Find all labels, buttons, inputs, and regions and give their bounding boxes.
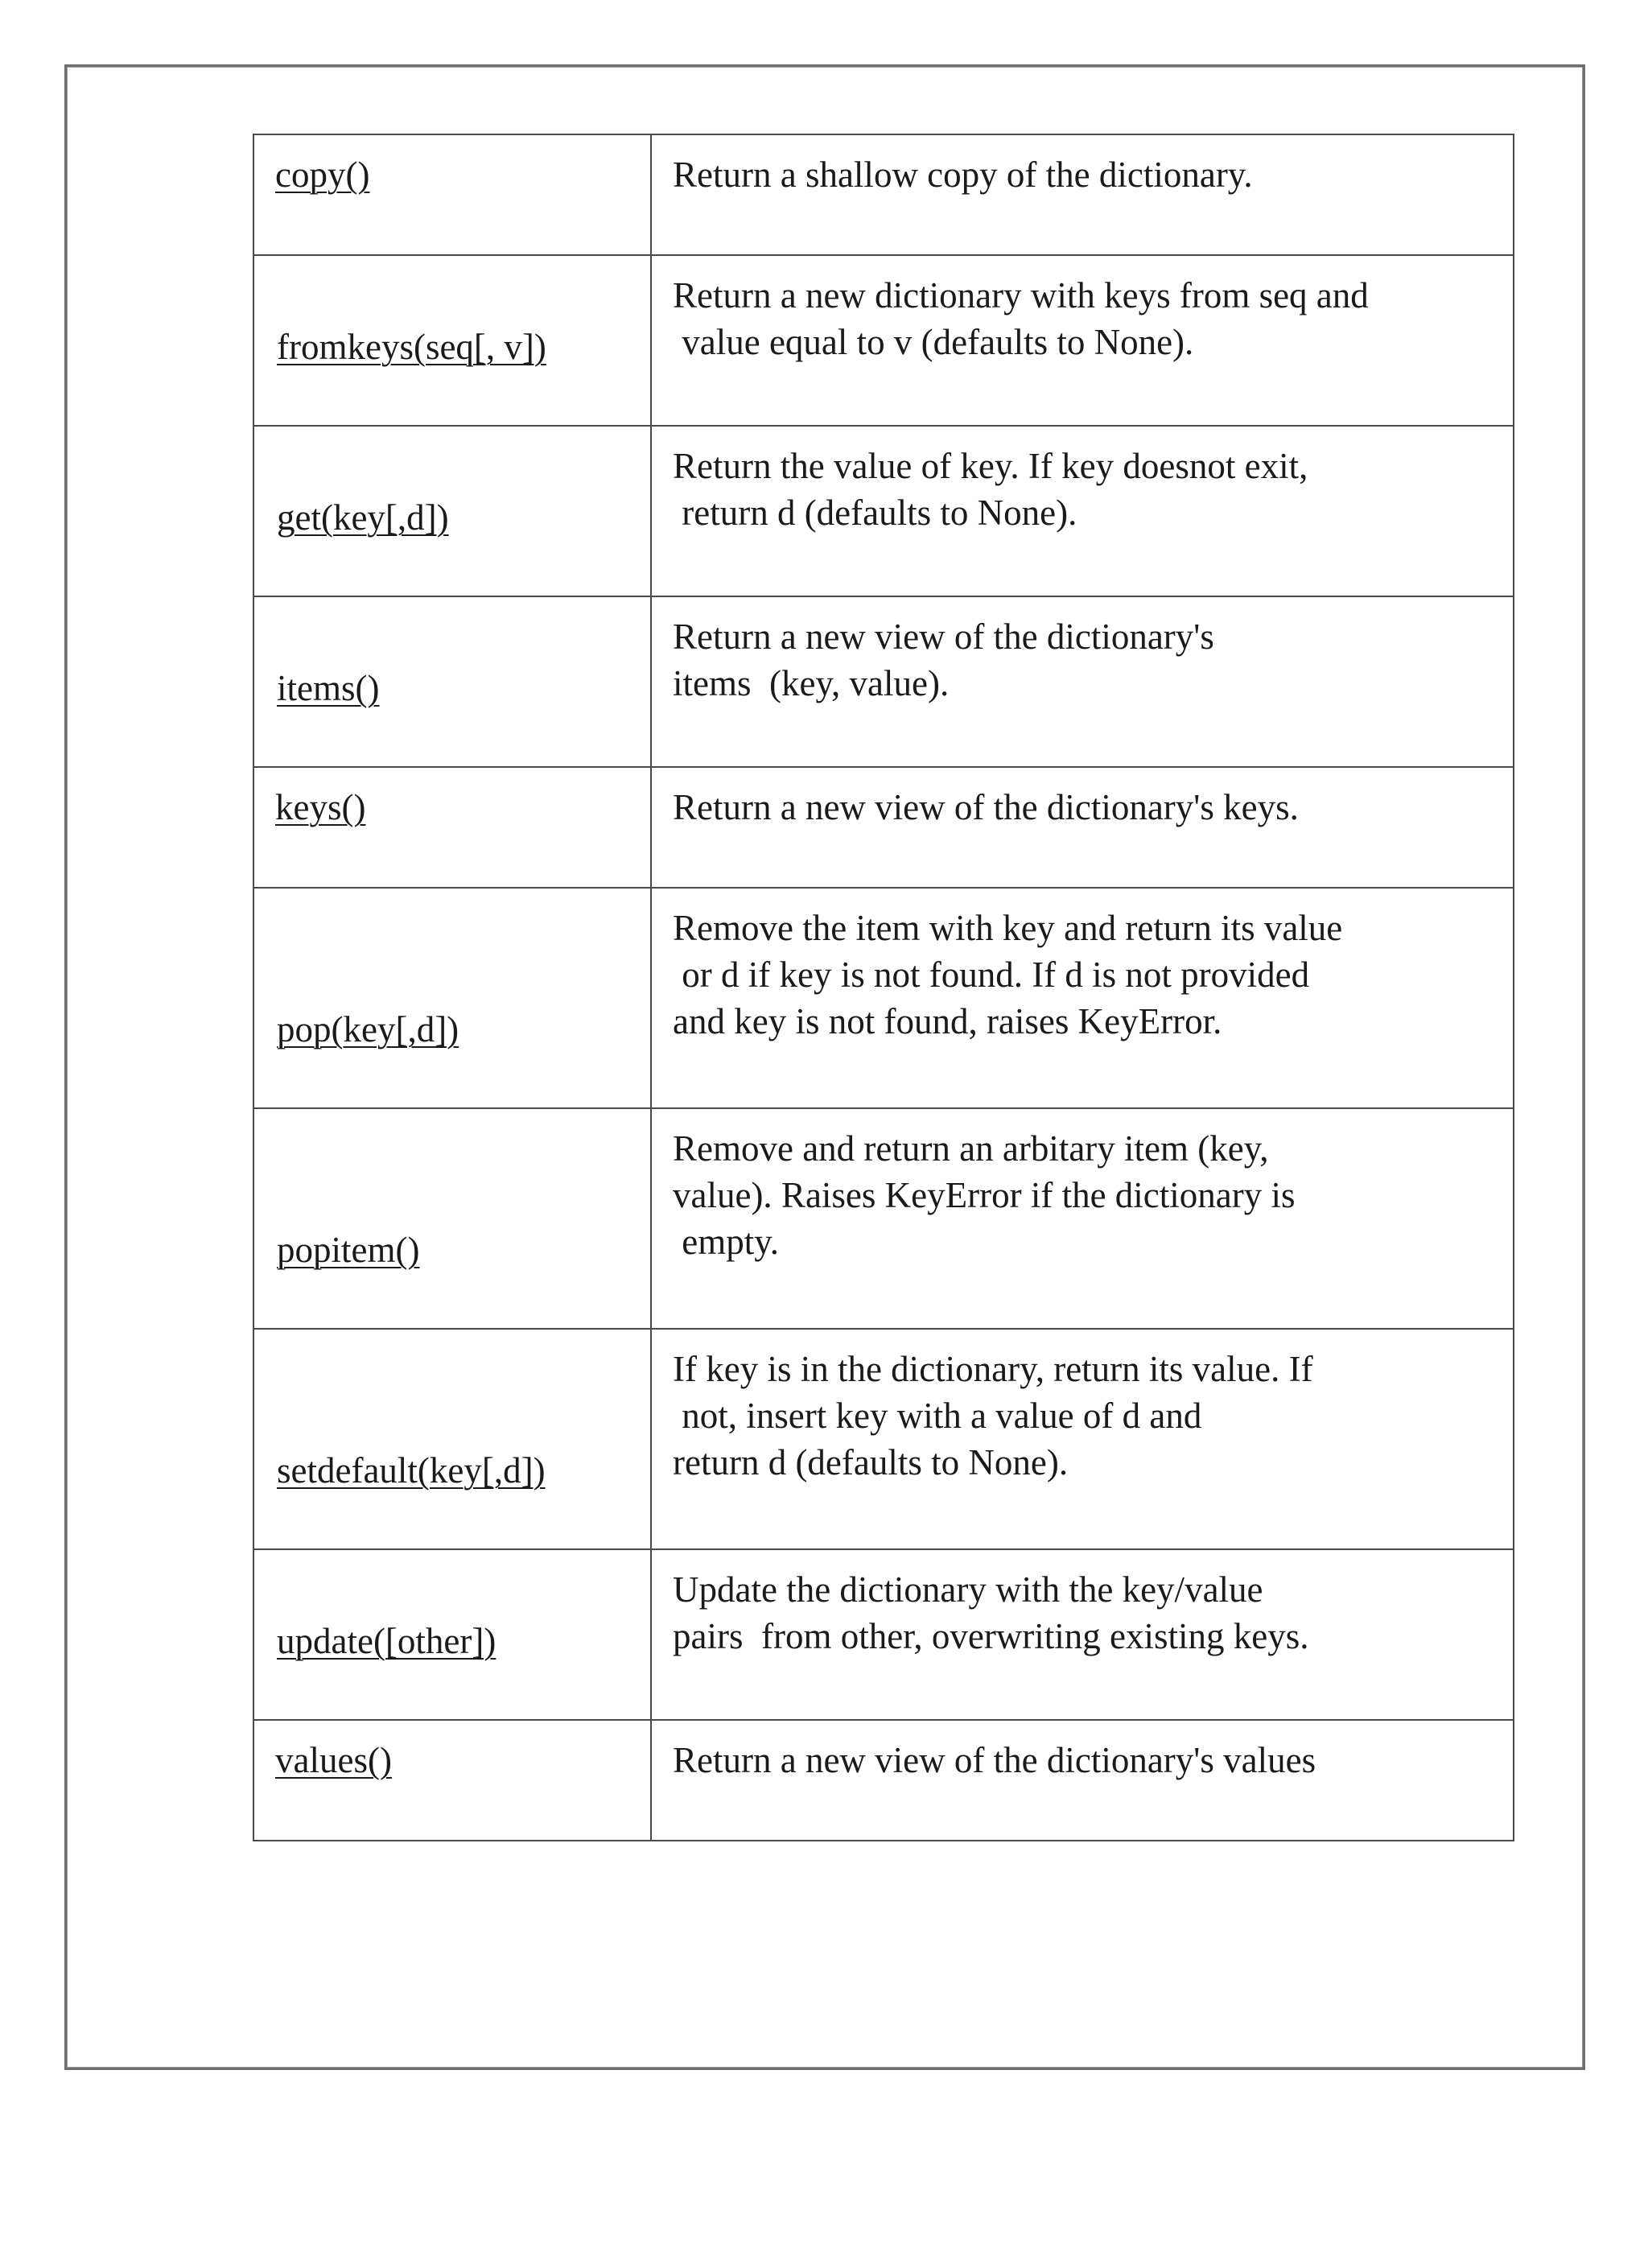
method-description-cell [651,255,1514,426]
table-row [253,767,1514,888]
method-name-cell [253,426,651,596]
table-row [253,1720,1514,1841]
method-description-cell [651,1329,1514,1549]
method-description-cell [651,1108,1514,1329]
table-row [253,426,1514,596]
method-name-cell [253,1720,651,1841]
method-name-cell [253,596,651,767]
method-link-values[interactable]: values() [275,1740,392,1780]
method-name-cell [253,1549,651,1720]
table-row [253,1549,1514,1720]
method-link-setdefault[interactable]: setdefault(key[,d]) [277,1450,546,1491]
table-row [253,1108,1514,1329]
method-name-cell [253,134,651,255]
method-link-update[interactable]: update([other]) [277,1621,496,1661]
method-link-pop[interactable]: pop(key[,d]) [277,1009,459,1049]
method-link-popitem[interactable]: popitem() [277,1230,420,1270]
method-name-cell [253,1108,651,1329]
method-description-cell [651,134,1514,255]
method-description: Return a new view of the dictionary's values [673,1740,1316,1780]
method-description-cell [651,1549,1514,1720]
method-description-cell [651,1720,1514,1841]
method-link-keys[interactable]: keys() [275,787,366,827]
table-row [253,134,1514,255]
method-name-cell [253,767,651,888]
table-row [253,888,1514,1108]
method-description-cell [651,426,1514,596]
method-description: Return a new dictionary with keys from seq and value equal to v (defaults to None). [673,275,1369,362]
method-description: Return the value of key. If key doesnot exit, return d (defaults to None). [673,446,1308,533]
method-name-cell [253,1329,651,1549]
method-description-cell [651,596,1514,767]
method-description: Return a new view of the dictionary's keys. [673,787,1299,827]
method-description: Remove the item with key and return its value or d if key is not found. If d is not provided and key is not found, raises KeyError. [673,908,1343,1041]
method-description: Remove and return an arbitary item (key, value). Raises KeyError if the dictionary is empty. [673,1128,1296,1262]
method-link-items[interactable]: items() [277,668,380,708]
table-row [253,255,1514,426]
method-description: Return a shallow copy of the dictionary. [673,155,1253,195]
method-description: If key is in the dictionary, return its value. If not, insert key with a value of d and return d (defaults to None). [673,1349,1313,1482]
method-name-cell [253,255,651,426]
dictionary-methods-table [253,134,1514,1841]
table-row [253,596,1514,767]
method-link-fromkeys[interactable]: fromkeys(seq[, v]) [277,327,546,367]
method-description-cell [651,888,1514,1108]
table-row [253,1329,1514,1549]
method-name-cell [253,888,651,1108]
method-description: Update the dictionary with the key/value pairs from other, overwriting existing keys. [673,1569,1309,1656]
method-description-cell [651,767,1514,888]
method-link-copy[interactable]: copy() [275,155,370,195]
method-description: Return a new view of the dictionary's items (key, value). [673,616,1214,703]
method-link-get[interactable]: get(key[,d]) [277,497,449,538]
